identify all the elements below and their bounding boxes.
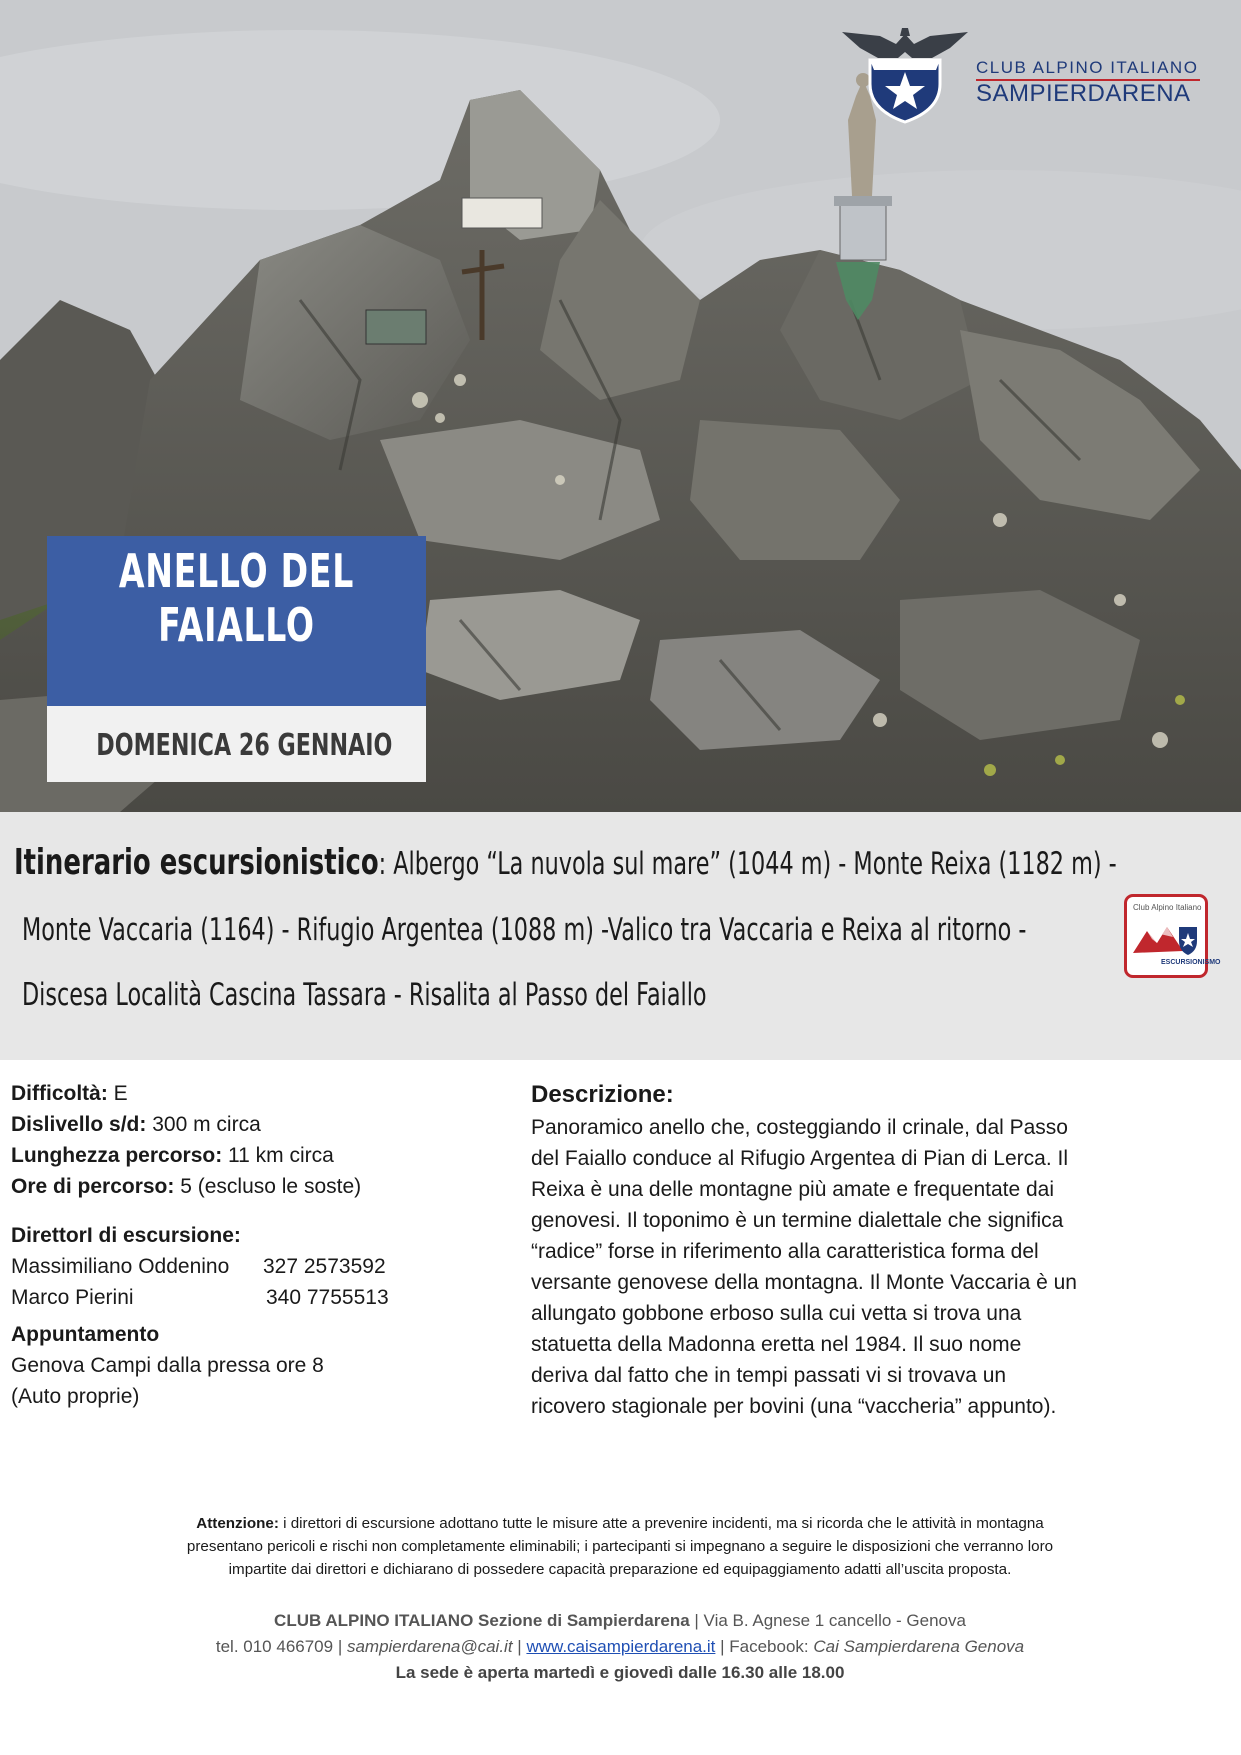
event-title-box	[47, 536, 426, 706]
hours-label: Ore di percorso:	[11, 1175, 175, 1198]
itinerary-text1: : Albergo “La nuvola sul mare” (1044 m) - Monte Reixa (1182 m) -	[378, 846, 1117, 882]
itinerary-band	[0, 812, 1241, 1060]
badge-top-text: Club Alpino Italiano	[1133, 903, 1202, 912]
itinerary-line2: Monte Vaccaria (1164) - Rifugio Argentea (1088 m) -Valico tra Vaccaria e Reixa al ritorno -	[22, 912, 1027, 948]
footer-facebook-label: | Facebook:	[715, 1637, 814, 1656]
description-line: Panoramico anello che, costeggiando il crinale, dal Passo	[531, 1116, 1068, 1139]
director-name: Marco Pierini	[11, 1286, 134, 1309]
description-column	[531, 1078, 1131, 1422]
meeting-line2: (Auto proprie)	[11, 1385, 140, 1408]
footer-line1	[40, 1608, 1200, 1634]
notice-line1	[40, 1512, 1200, 1535]
footer-phone: tel. 010 466709 |	[215, 1637, 347, 1656]
notice-line3: impartite dai direttori e dichiarano di possedere capacità preparazione ed equipaggiamento adatti all’uscita proposta.	[228, 1561, 1012, 1578]
escursionismo-badge	[1124, 894, 1221, 978]
meeting-line1: Genova Campi dalla pressa ore 8	[11, 1354, 324, 1377]
notice-text1: i direttori di escursione adottano tutte le misure atte a prevenire incidenti, ma si ricorda che le attività in montagna	[278, 1515, 1044, 1532]
logo-section-name: SAMPIERDARENA	[976, 80, 1191, 107]
footer-separator: |	[512, 1637, 527, 1656]
event-date: DOMENICA 26 GENNAIO	[96, 728, 393, 763]
description-line: genovesi. Il toponimo è un termine dialettale che significa	[531, 1209, 1064, 1232]
difficulty-label: Difficoltà:	[11, 1082, 108, 1105]
description-line: ricovero stagionale per bovini (una “vaccheria” appunto).	[531, 1395, 1057, 1418]
meeting-heading: Appuntamento	[11, 1323, 160, 1346]
elevation-label: Dislivello s/d:	[11, 1113, 147, 1136]
notice-line2: presentano pericoli e rischi non completamente eliminabili; i partecipanti si impegnano a seguire le disposizioni che verranno loro	[186, 1538, 1054, 1555]
director-phone: 340 7755513	[266, 1286, 389, 1309]
description-heading: Descrizione:	[531, 1081, 674, 1108]
event-title-line1: ANELLO DEL	[118, 544, 355, 598]
footer-website-link[interactable]: www.caisampierdarena.it	[526, 1637, 716, 1656]
cai-eagle-shield-icon	[840, 14, 970, 124]
elevation-value: 300 m circa	[146, 1113, 261, 1136]
event-title-line2: FAIALLO	[158, 598, 315, 652]
length-value: 11 km circa	[222, 1144, 334, 1167]
safety-notice	[40, 1512, 1200, 1581]
badge-bottom-text: ESCURSIONISMO	[1161, 959, 1221, 966]
itinerary-line1	[14, 842, 1117, 883]
footer-org: CLUB ALPINO ITALIANO Sezione di Sampierdarena	[274, 1611, 690, 1630]
directors-heading: DirettorI di escursione:	[11, 1224, 241, 1247]
details-column	[11, 1078, 501, 1412]
director-row	[11, 1251, 501, 1282]
description-line: del Faiallo conduce al Rifugio Argentea di Pian di Lerca. Il	[531, 1147, 1068, 1170]
footer-address: | Via B. Agnese 1 cancello - Genova	[689, 1611, 966, 1630]
notice-label: Attenzione:	[196, 1515, 279, 1532]
elevation-row	[11, 1109, 501, 1140]
itinerary-line3: Discesa Località Cascina Tassara - Risalita al Passo del Faiallo	[22, 977, 707, 1013]
difficulty-value: E	[107, 1082, 128, 1105]
footer-line2	[40, 1634, 1200, 1660]
footer-email-link[interactable]: sampierdarena@cai.it	[346, 1637, 513, 1656]
length-row	[11, 1140, 501, 1171]
description-line: allungato gobbone erboso sulla cui vetta si trova una	[531, 1302, 1022, 1325]
description-line: “radice” forse in riferimento alla caratteristica forma del	[531, 1240, 1039, 1263]
description-line: deriva dal fatto che in tempi passati vi si trovava un	[531, 1364, 1007, 1387]
footer-opening-hours: La sede è aperta martedì e giovedì dalle 16.30 alle 18.00	[395, 1663, 845, 1682]
difficulty-row	[11, 1078, 501, 1109]
description-line: versante genovese della montagna. Il Monte Vaccaria è un	[531, 1271, 1077, 1294]
cai-logo	[840, 14, 1200, 124]
description-line: Reixa è una delle montagne più amate e frequentate dai	[531, 1178, 1055, 1201]
director-row	[11, 1282, 501, 1313]
hours-value: 5 (escluso le soste)	[174, 1175, 362, 1198]
director-phone: 327 2573592	[263, 1255, 386, 1278]
director-name: Massimiliano Oddenino	[11, 1255, 230, 1278]
hours-row	[11, 1171, 501, 1202]
description-line: statuetta della Madonna eretta nel 1984. Il suo nome	[531, 1333, 1022, 1356]
event-date-box	[47, 706, 426, 782]
logo-org-name: CLUB ALPINO ITALIANO	[976, 58, 1199, 77]
footer-facebook-link[interactable]: Cai Sampierdarena Genova	[813, 1637, 1025, 1656]
hero-photo	[0, 0, 1241, 812]
length-label: Lunghezza percorso:	[11, 1144, 223, 1167]
itinerary-label: Itinerario escursionistico	[14, 842, 379, 883]
footer-contacts	[40, 1608, 1200, 1686]
